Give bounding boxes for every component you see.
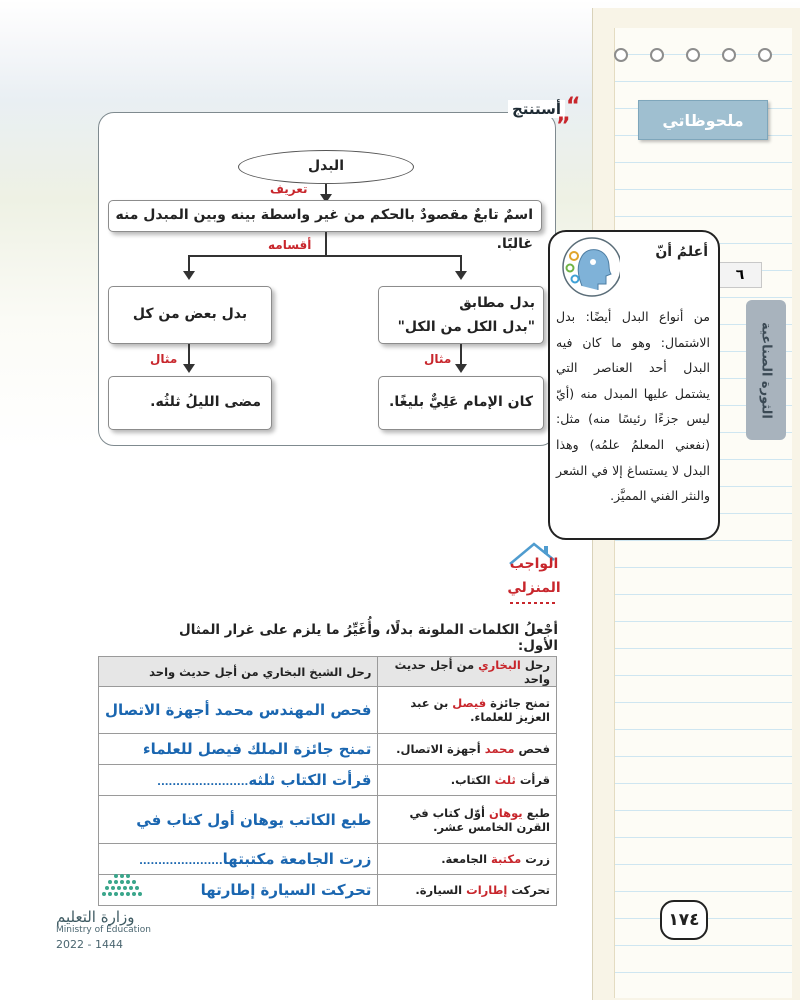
example-label: مثال — [150, 352, 178, 366]
info-card-title: أعلمُ أنّ — [655, 244, 708, 260]
answer-cell — [99, 734, 378, 765]
deduce-label: أستنتج — [508, 100, 565, 118]
binder-ring-icon — [686, 48, 700, 62]
unit-number: ٦ — [718, 262, 762, 288]
sentence-post: أوّل كتاب في القرن الخامس عشر. — [409, 805, 550, 834]
sentence-cell — [378, 734, 557, 765]
ministry-name-ar: وزارة التعليم — [56, 908, 135, 926]
homework-underline — [510, 602, 556, 604]
arrow-line — [325, 232, 327, 256]
table-row — [99, 765, 557, 796]
answer-text: قرأت الكتاب ثلثه — [248, 771, 372, 790]
answer-text: زرت الجامعة مكتبتها — [222, 849, 372, 868]
sentence-cell — [378, 687, 557, 734]
sentence-post: السيارة. — [415, 882, 467, 897]
exercise-table — [98, 656, 557, 906]
types-label: أقسامه — [268, 238, 312, 252]
info-card-text: من أنواع البدل أيضًا: بدل الاشتمال: وهو ما كان فيه البدل أحد العناصر التي يشتمل عليها المبدل منه (أيّ ليس جزءًا رئيسًا منه) مثل: (نفعني المعلمُ علمُه) وهذا البدل لا يستساغ إلا في الشعر والنثر الفني المميَّز. — [556, 309, 710, 504]
answer-cell — [99, 765, 378, 796]
example-box-partial: مضى الليلُ ثلثُه. — [108, 376, 272, 430]
answer-text: فحص المهندس محمد أجهزة الاتصال — [105, 701, 372, 720]
sentence-cell — [378, 874, 557, 905]
table-header-cell — [99, 657, 378, 687]
sentence-post: أجهزة الاتصال. — [396, 742, 485, 757]
binder-ring-icon — [614, 48, 628, 62]
sentence-highlight: يوهان — [488, 805, 523, 820]
arrow-line — [188, 344, 190, 366]
binder-ring-icon — [758, 48, 772, 62]
sentence-post: الجامعة. — [441, 851, 492, 866]
sentence-pre: تمنح جائزة — [486, 696, 550, 711]
quote-open-icon: “ — [566, 94, 581, 119]
table-row — [99, 796, 557, 843]
sentence-cell — [378, 765, 557, 796]
answer-dots: ...................... — [139, 855, 223, 867]
arrow-down-icon — [455, 271, 467, 280]
table-header-row — [99, 657, 557, 687]
sentence-post: بن عبد العزيز للعلماء. — [410, 696, 550, 725]
homework-label-line1: الواجب — [509, 556, 559, 572]
unit-label: الثورة الصناعية — [758, 321, 774, 419]
sentence-highlight: فيصل — [452, 696, 487, 711]
answer-cell — [99, 796, 378, 843]
answer-text: طبع الكاتب يوهان أول كتاب في — [136, 810, 372, 829]
sentence-highlight: إطارات — [466, 882, 508, 897]
branch-line — [188, 255, 462, 257]
table-row — [99, 843, 557, 874]
quote-close-icon: ” — [556, 114, 571, 139]
notes-title: ملحوظاتي — [638, 100, 768, 140]
ministry-year: 2022 - 1444 — [56, 938, 123, 951]
ministry-name-en: Ministry of Education — [56, 925, 151, 935]
homework-label-line2: المنزلي — [507, 580, 561, 596]
table-row — [99, 874, 557, 905]
arrow-down-icon — [455, 364, 467, 373]
unit-side-tab — [746, 300, 786, 440]
header-prefix: رحل — [520, 657, 550, 672]
definition-box: اسمٌ تابعٌ مقصودٌ بالحكم من غير واسطة بينه وبين المبدل منه غالبًا. — [108, 200, 542, 232]
term-ellipse: البدل — [238, 150, 414, 184]
definition-label: تعريف — [270, 182, 308, 196]
table-header-cell — [378, 657, 557, 687]
table-row — [99, 734, 557, 765]
type-name: بدل مطابق — [459, 295, 535, 311]
page-number: ١٧٤ — [660, 900, 708, 940]
header-highlight: البخاري — [478, 657, 521, 672]
header-text: رحل الشيخ البخاري من أجل حديث واحد — [149, 664, 372, 679]
answer-text: تحركت السيارة إطارتها — [200, 880, 372, 899]
sentence-pre: طبع — [522, 805, 550, 820]
sentence-cell — [378, 796, 557, 843]
type-subtitle: "بدل الكل من الكل" — [397, 319, 535, 335]
type-name: بدل بعض من كل — [132, 306, 248, 322]
sentence-pre: قرأت — [515, 773, 550, 788]
example-box-matching: كان الإمام عَلِيٌّ بليغًا. — [378, 376, 544, 430]
binder-ring-icon — [722, 48, 736, 62]
arrow-down-icon — [183, 271, 195, 280]
arrow-line — [460, 344, 462, 366]
homework-label — [504, 552, 564, 600]
sentence-highlight: محمد — [484, 742, 515, 757]
answer-dots: ........................ — [157, 777, 249, 789]
head-gears-icon — [560, 236, 620, 298]
sentence-highlight: ثلث — [494, 773, 516, 788]
example-label: مثال — [424, 352, 452, 366]
sentence-pre: زرت — [521, 851, 550, 866]
sentence-highlight: مكتبة — [491, 851, 522, 866]
ministry-logo-icon — [98, 868, 148, 902]
answer-text: تمنح جائزة الملك فيصل للعلماء — [142, 740, 372, 759]
sentence-pre: تحركت — [507, 882, 550, 897]
type-box-partial — [108, 286, 272, 344]
homework-instruction: أجْعلُ الكلمات الملونة بدلًا، وأُغَيِّرُ ما يلزم على غرار المثال الأول: — [179, 622, 558, 654]
table-row — [99, 687, 557, 734]
sentence-post: الكتاب. — [450, 773, 495, 788]
sentence-cell — [378, 843, 557, 874]
binder-ring-icon — [650, 48, 664, 62]
header-suffix: من أجل حديث واحد — [394, 657, 550, 686]
answer-cell — [99, 687, 378, 734]
arrow-down-icon — [183, 364, 195, 373]
sentence-pre: فحص — [514, 742, 550, 757]
type-box-matching — [378, 286, 544, 344]
